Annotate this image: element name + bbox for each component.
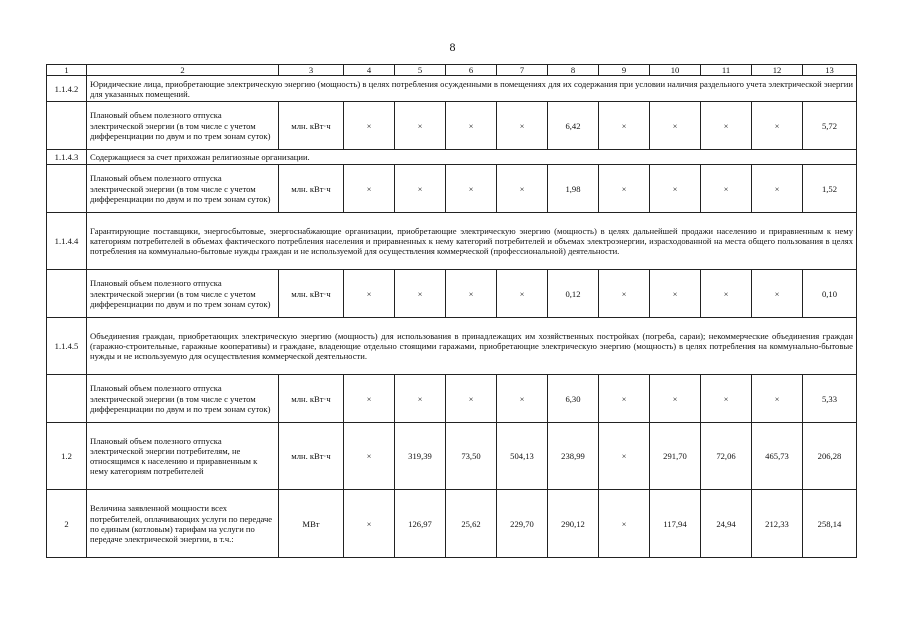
page-number: 8 [449, 40, 456, 54]
table-row [47, 490, 857, 558]
value-cell: 238,99 [548, 423, 599, 490]
column-number: 9 [599, 65, 650, 76]
value-cell: 290,12 [548, 490, 599, 558]
value-cell: 126,97 [395, 490, 446, 558]
column-number: 12 [752, 65, 803, 76]
row-code: 1.1.4.5 [47, 318, 87, 375]
table-row [47, 270, 857, 318]
column-number: 2 [87, 65, 279, 76]
unit-of-measure: млн. кВт·ч [279, 423, 344, 490]
row-code: 1.1.4.4 [47, 213, 87, 270]
value-cell: × [650, 102, 701, 150]
value-cell: × [599, 270, 650, 318]
value-cell: 206,28 [803, 423, 857, 490]
row-code [47, 165, 87, 213]
value-cell: × [344, 375, 395, 423]
section-row [47, 76, 857, 102]
value-cell: × [701, 375, 752, 423]
section-description: Гарантирующие поставщики, энергосбытовые, энергоснабжающие организации, приобретающие электрическую энергию (мощность) в целях дальнейшей продажи населению и приравненным к нему категориям потребителей в объемах фактического потребления населения и приравненных к нему категорий потребителей и объемах электроэнергии, израсходованной на места общего пользования в целях потребления на коммунально-бытовые нужды граждан и не используемой для осуществления коммерческой (профессиональной) деятельности. [87, 213, 857, 270]
indicator-name: Плановый объем полезного отпуска электрической энергии (в том числе с учетом дифференциации по двум и по трем зонам суток) [87, 102, 279, 150]
indicator-name: Плановый объем полезного отпуска электрической энергии потребителям, не относящимся к населению и приравненным к нему категориям потребителей [87, 423, 279, 490]
value-cell: 0,12 [548, 270, 599, 318]
unit-of-measure: млн. кВт·ч [279, 270, 344, 318]
value-cell: × [344, 165, 395, 213]
table-row [47, 423, 857, 490]
column-number: 3 [279, 65, 344, 76]
value-cell: 229,70 [497, 490, 548, 558]
value-cell: 319,39 [395, 423, 446, 490]
value-cell: × [599, 102, 650, 150]
column-number: 5 [395, 65, 446, 76]
value-cell: 0,10 [803, 270, 857, 318]
value-cell: × [446, 375, 497, 423]
row-code [47, 270, 87, 318]
column-number: 6 [446, 65, 497, 76]
value-cell: 25,62 [446, 490, 497, 558]
value-cell: × [752, 165, 803, 213]
value-cell: × [752, 270, 803, 318]
section-row [47, 318, 857, 375]
value-cell: × [701, 270, 752, 318]
column-number: 11 [701, 65, 752, 76]
value-cell: × [650, 270, 701, 318]
column-number: 10 [650, 65, 701, 76]
value-cell: 6,30 [548, 375, 599, 423]
value-cell: × [599, 165, 650, 213]
value-cell: × [344, 270, 395, 318]
value-cell: × [752, 375, 803, 423]
value-cell: 465,73 [752, 423, 803, 490]
value-cell: 504,13 [497, 423, 548, 490]
value-cell: × [446, 165, 497, 213]
unit-of-measure: млн. кВт·ч [279, 165, 344, 213]
section-description: Юридические лица, приобретающие электрическую энергию (мощность) в целях потребления осужденными в помещениях для их содержания при условии наличия раздельного учета электрической энергии для указанных помещений. [87, 76, 857, 102]
value-cell: 258,14 [803, 490, 857, 558]
value-cell: × [395, 165, 446, 213]
value-cell: × [701, 165, 752, 213]
section-row [47, 150, 857, 165]
value-cell: × [344, 490, 395, 558]
column-number: 4 [344, 65, 395, 76]
value-cell: 1,52 [803, 165, 857, 213]
value-cell: × [395, 102, 446, 150]
value-cell: × [446, 270, 497, 318]
indicator-name: Плановый объем полезного отпуска электрической энергии (в том числе с учетом дифференциации по двум и по трем зонам суток) [87, 165, 279, 213]
value-cell: × [497, 375, 548, 423]
value-cell: × [497, 165, 548, 213]
indicator-name: Плановый объем полезного отпуска электрической энергии (в том числе с учетом дифференциации по двум и по трем зонам суток) [87, 270, 279, 318]
row-code: 2 [47, 490, 87, 558]
value-cell: × [701, 102, 752, 150]
unit-of-measure: млн. кВт·ч [279, 375, 344, 423]
row-code: 1.1.4.2 [47, 76, 87, 102]
column-number-row [47, 65, 857, 76]
value-cell: 212,33 [752, 490, 803, 558]
row-code: 1.2 [47, 423, 87, 490]
value-cell: × [752, 102, 803, 150]
value-cell: 5,33 [803, 375, 857, 423]
section-description: Объединения граждан, приобретающих электрическую энергию (мощность) для использования в принадлежащих им хозяйственных постройках (погреба, сараи); некоммерческие объединения граждан (гаражно-строительные, гаражные кооперативы) и граждане, владеющие отдельно стоящими гаражами, приобретающие электрическую энергию (мощность) в целях потребления на коммунально-бытовые нужды и не используемую для осуществления коммерческой деятельности. [87, 318, 857, 375]
value-cell: × [497, 102, 548, 150]
row-code [47, 102, 87, 150]
value-cell: × [344, 423, 395, 490]
column-number: 13 [803, 65, 857, 76]
value-cell: × [599, 375, 650, 423]
unit-of-measure: МВт [279, 490, 344, 558]
value-cell: × [395, 270, 446, 318]
column-number: 8 [548, 65, 599, 76]
value-cell: 291,70 [650, 423, 701, 490]
value-cell: × [446, 102, 497, 150]
value-cell: × [344, 102, 395, 150]
value-cell: × [497, 270, 548, 318]
section-description: Содержащиеся за счет прихожан религиозные организации. [87, 150, 857, 165]
indicator-name: Плановый объем полезного отпуска электрической энергии (в том числе с учетом дифференциации по двум и по трем зонам суток) [87, 375, 279, 423]
tariff-table [46, 64, 857, 558]
table-row [47, 102, 857, 150]
table-row [47, 165, 857, 213]
value-cell: × [599, 490, 650, 558]
value-cell: 73,50 [446, 423, 497, 490]
value-cell: 5,72 [803, 102, 857, 150]
row-code [47, 375, 87, 423]
indicator-name: Величина заявленной мощности всех потребителей, оплачивающих услуги по передаче по единым (котловым) тарифам на услуги по передаче электрической энергии, в т.ч.: [87, 490, 279, 558]
unit-of-measure: млн. кВт·ч [279, 102, 344, 150]
column-number: 1 [47, 65, 87, 76]
value-cell: 1,98 [548, 165, 599, 213]
section-row [47, 213, 857, 270]
value-cell: × [395, 375, 446, 423]
value-cell: 72,06 [701, 423, 752, 490]
value-cell: 117,94 [650, 490, 701, 558]
value-cell: × [650, 375, 701, 423]
value-cell: × [599, 423, 650, 490]
value-cell: × [650, 165, 701, 213]
column-number: 7 [497, 65, 548, 76]
value-cell: 6,42 [548, 102, 599, 150]
value-cell: 24,94 [701, 490, 752, 558]
row-code: 1.1.4.3 [47, 150, 87, 165]
table-row [47, 375, 857, 423]
table-body [47, 65, 857, 558]
